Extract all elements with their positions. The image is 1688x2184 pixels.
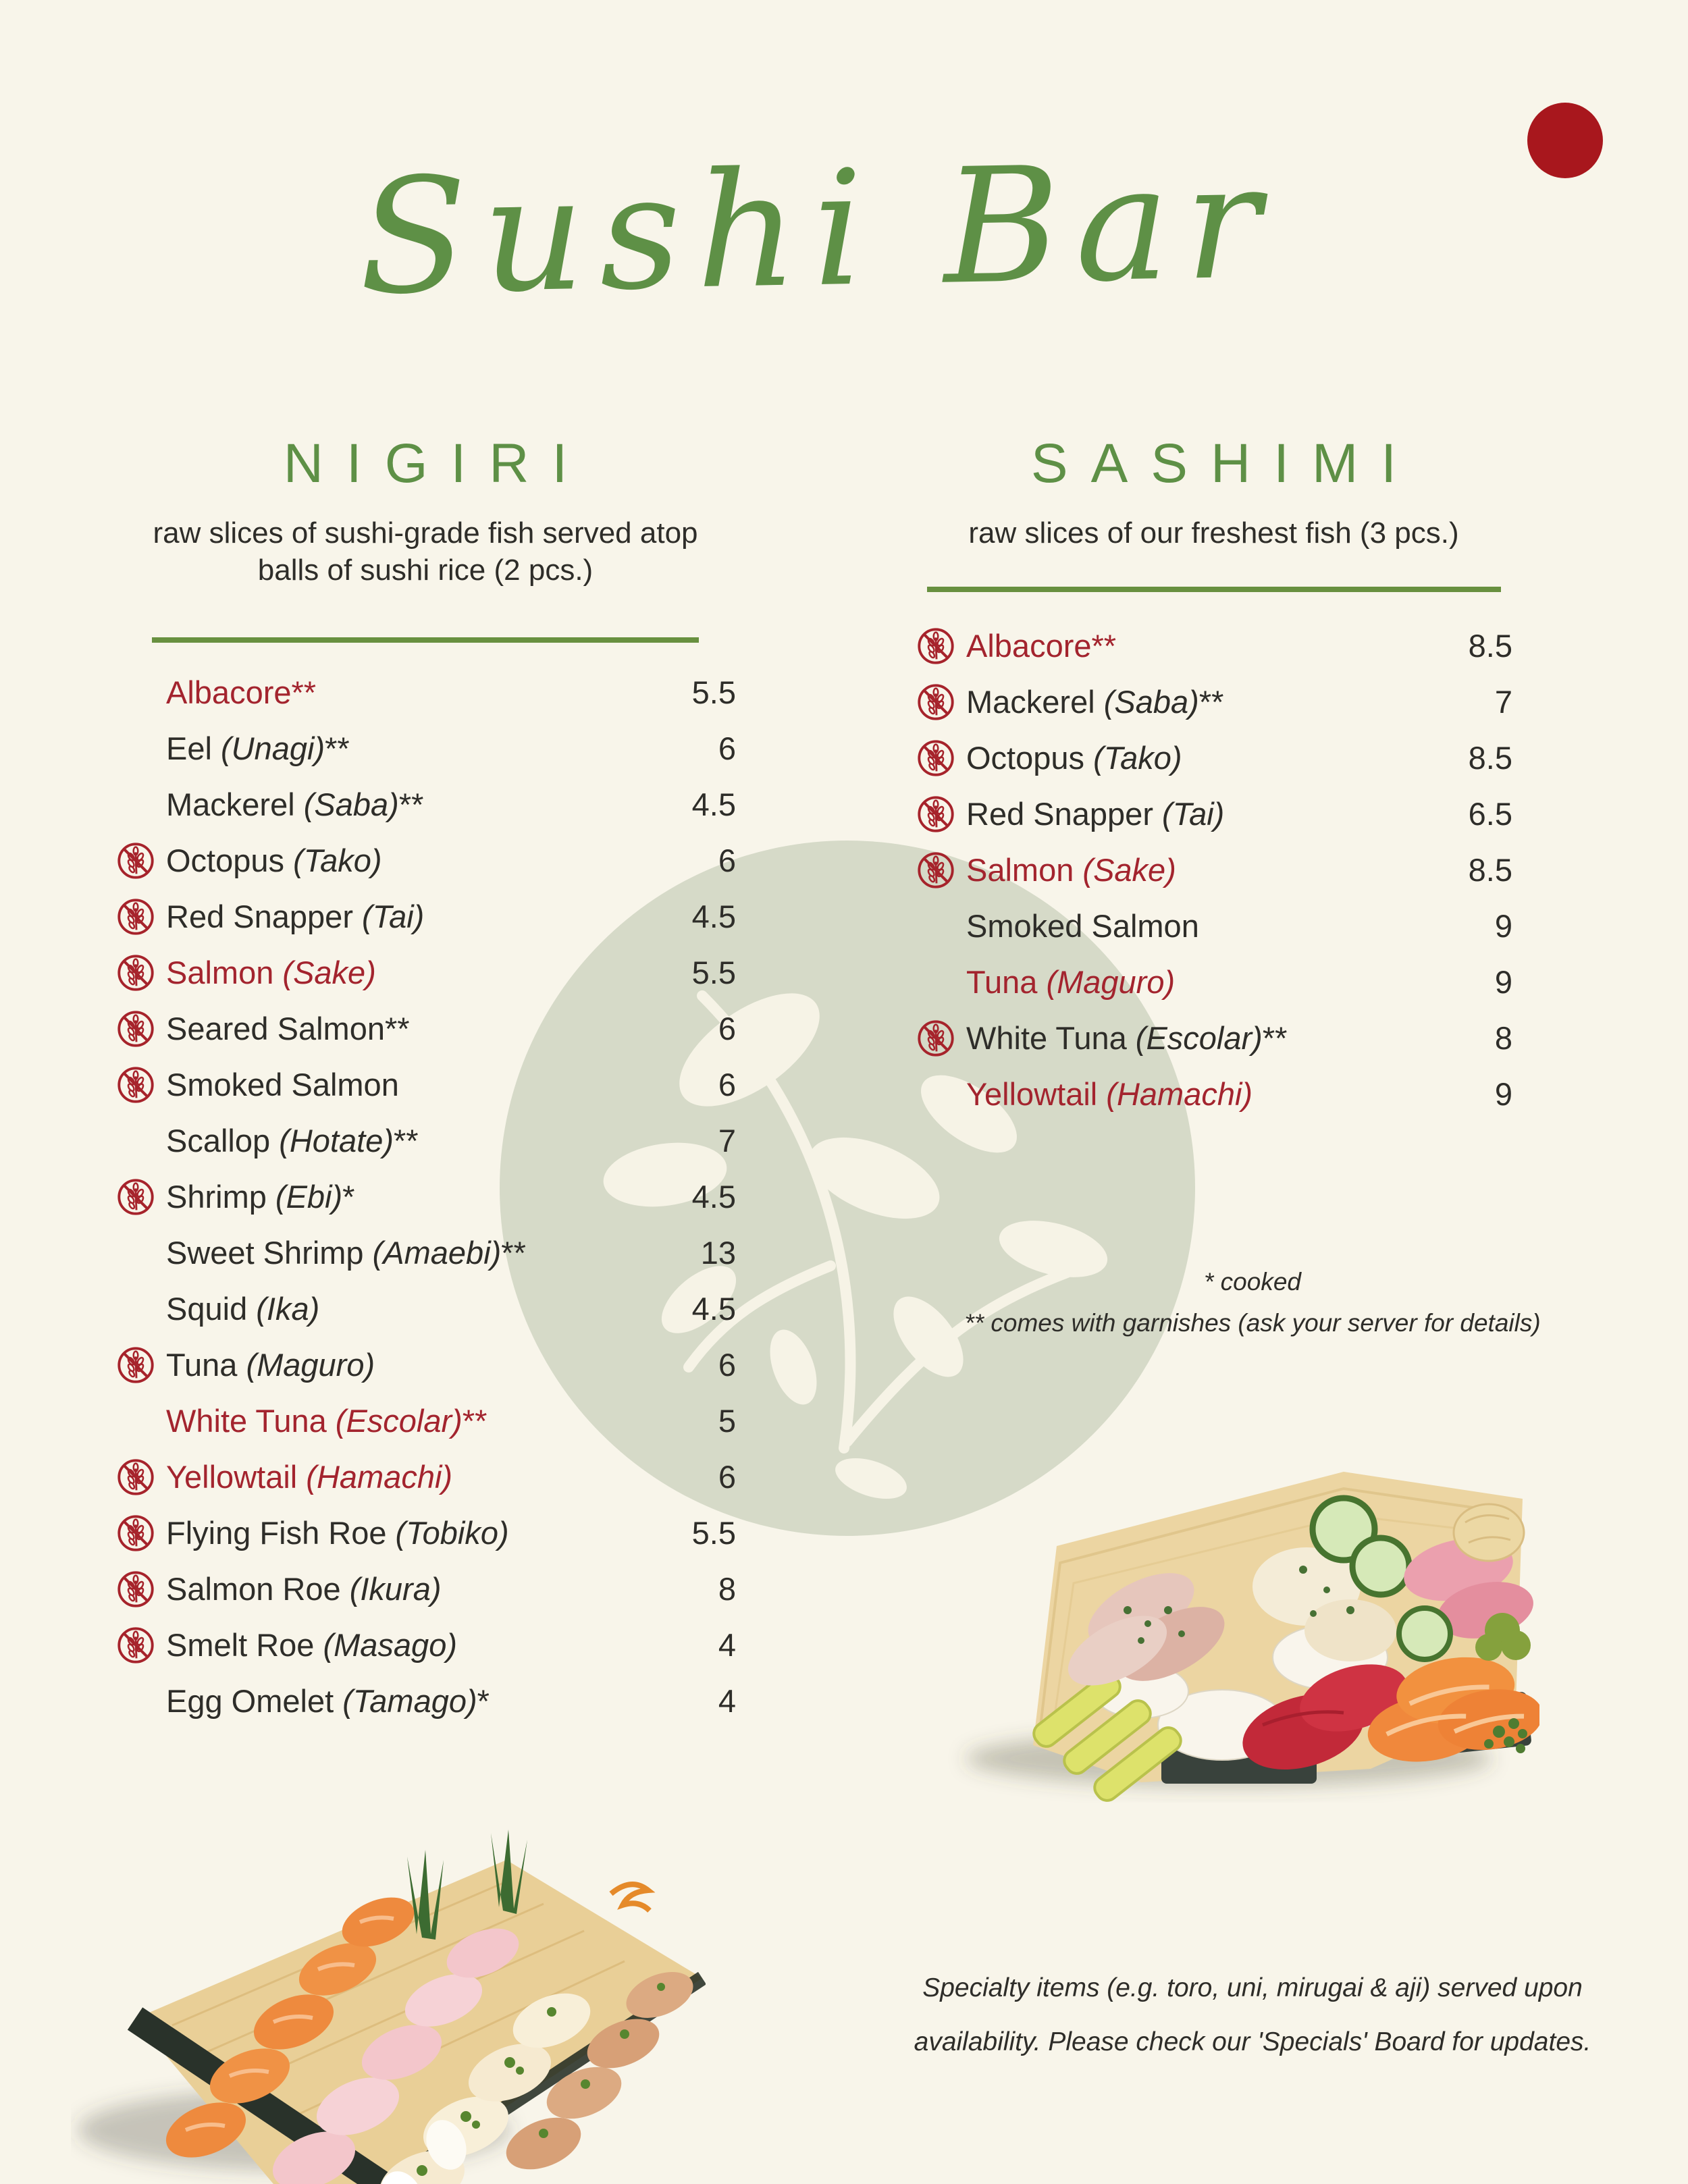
sashimi-section	[915, 432, 1512, 1122]
menu-item-row	[915, 954, 1512, 1010]
menu-item-row	[115, 944, 736, 1001]
item-label: Mackerel (Saba)**	[166, 787, 424, 822]
menu-item-row	[115, 1673, 736, 1729]
item-label: Tuna (Maguro)	[966, 964, 1176, 1000]
item-price: 4	[718, 1683, 736, 1719]
item-label: Sweet Shrimp (Amaebi)**	[166, 1235, 526, 1271]
menu-item-row	[115, 1505, 736, 1561]
item-price: 6	[718, 1459, 736, 1495]
item-price: 6.5	[1468, 796, 1512, 832]
item-label: Red Snapper (Tai)	[166, 899, 425, 934]
icon-spacer	[115, 1400, 157, 1442]
menu-item-row	[915, 730, 1512, 786]
menu-item-row	[115, 1169, 736, 1225]
item-label: Tuna (Maguro)	[166, 1347, 375, 1383]
item-label: Yellowtail (Hamachi)	[966, 1076, 1253, 1112]
item-price: 6	[718, 1011, 736, 1046]
item-label: Mackerel (Saba)**	[966, 684, 1224, 720]
item-label: Squid (Ika)	[166, 1291, 320, 1327]
item-label: Eel (Unagi)**	[166, 730, 350, 766]
item-price: 8.5	[1468, 852, 1512, 888]
item-price: 13	[700, 1235, 736, 1271]
nigiri-divider	[152, 637, 699, 643]
item-label: White Tuna (Escolar)**	[166, 1403, 487, 1439]
item-label: Octopus (Tako)	[966, 740, 1182, 776]
nigiri-description	[115, 514, 736, 589]
menu-item-row	[915, 786, 1512, 842]
icon-spacer	[115, 1232, 157, 1274]
nigiri-list	[115, 664, 736, 1729]
item-price: 8	[1494, 1020, 1512, 1056]
item-price: 4.5	[691, 787, 736, 822]
footnotes	[891, 1261, 1614, 1343]
menu-item-row	[115, 1001, 736, 1057]
item-label: Smoked Salmon	[166, 1067, 399, 1102]
item-price: 9	[1494, 964, 1512, 1000]
nigiri-heading: NIGIRI	[283, 433, 591, 494]
icon-spacer	[115, 728, 157, 770]
gluten-free-icon	[115, 1568, 157, 1610]
item-price: 6	[718, 1067, 736, 1102]
item-price: 9	[1494, 1076, 1512, 1112]
icon-spacer	[915, 1073, 957, 1115]
icon-spacer	[115, 1680, 157, 1722]
menu-item-row	[115, 1393, 736, 1449]
item-label: Albacore**	[166, 674, 317, 710]
item-price: 5	[718, 1403, 736, 1439]
nigiri-section	[115, 432, 736, 1729]
gluten-free-icon	[915, 625, 957, 667]
sashimi-divider	[927, 587, 1501, 592]
gluten-free-icon	[915, 849, 957, 891]
menu-item-row	[915, 842, 1512, 898]
menu-item-row	[115, 720, 736, 776]
icon-spacer	[115, 784, 157, 826]
icon-spacer	[115, 672, 157, 714]
item-price: 8	[718, 1571, 736, 1607]
nigiri-platter-photo	[71, 1792, 706, 2184]
menu-item-row	[115, 1337, 736, 1393]
item-price: 4	[718, 1627, 736, 1663]
icon-spacer	[115, 1288, 157, 1330]
item-price: 7	[1494, 684, 1512, 720]
menu-item-row	[115, 1225, 736, 1281]
item-price: 8.5	[1468, 740, 1512, 776]
gluten-free-icon	[115, 1456, 157, 1498]
sashimi-list	[915, 618, 1512, 1122]
sashimi-description-line: raw slices of our freshest fish (3 pcs.)	[968, 516, 1459, 550]
gluten-free-icon	[115, 896, 157, 938]
menu-item-row	[115, 1113, 736, 1169]
page-title: Sushi Bar	[357, 129, 1277, 330]
item-label: Salmon (Sake)	[166, 955, 376, 990]
item-label: Albacore**	[966, 628, 1117, 664]
gluten-free-icon	[115, 1176, 157, 1218]
item-price: 6	[718, 1347, 736, 1383]
menu-item-row	[115, 1561, 736, 1617]
gluten-free-icon	[115, 1064, 157, 1106]
menu-item-row	[115, 1057, 736, 1113]
nigiri-description-line: balls of sushi rice (2 pcs.)	[257, 554, 594, 587]
gluten-free-icon	[115, 952, 157, 994]
gluten-free-icon	[915, 1017, 957, 1059]
menu-item-row	[115, 888, 736, 944]
item-price: 9	[1494, 908, 1512, 944]
item-price: 5.5	[691, 1515, 736, 1551]
gluten-free-icon	[915, 681, 957, 723]
sashimi-platter-photo	[939, 1408, 1539, 1803]
gluten-free-icon	[115, 1344, 157, 1386]
gluten-free-icon	[115, 1624, 157, 1666]
item-label: Seared Salmon**	[166, 1011, 410, 1046]
item-price: 6	[718, 843, 736, 878]
nigiri-description-line: raw slices of sushi-grade fish served atop	[153, 516, 698, 550]
item-price: 4.5	[691, 899, 736, 934]
item-price: 4.5	[691, 1291, 736, 1327]
menu-item-row	[115, 776, 736, 832]
menu-item-row	[915, 1066, 1512, 1122]
gluten-free-icon	[115, 840, 157, 882]
item-label: Octopus (Tako)	[166, 843, 382, 878]
menu-item-row	[115, 664, 736, 720]
item-label: Egg Omelet (Tamago)*	[166, 1683, 490, 1719]
item-price: 7	[718, 1123, 736, 1158]
red-dot-decoration	[1527, 103, 1603, 178]
gluten-free-icon	[115, 1512, 157, 1554]
icon-spacer	[115, 1120, 157, 1162]
menu-item-row	[115, 1449, 736, 1505]
item-label: Smelt Roe (Masago)	[166, 1627, 457, 1663]
item-price: 4.5	[691, 1179, 736, 1215]
menu-item-row	[115, 832, 736, 888]
item-label: Yellowtail (Hamachi)	[166, 1459, 453, 1495]
gluten-free-icon	[915, 737, 957, 779]
footnote-cooked: * cooked	[1204, 1268, 1301, 1296]
menu-item-row	[915, 674, 1512, 730]
sashimi-heading: SASHIMI	[1030, 433, 1420, 494]
item-label: Smoked Salmon	[966, 908, 1199, 944]
specialty-note: Specialty items (e.g. toro, uni, mirugai & aji) served upon availability. Please check our 'Specials' Board for updates.	[914, 1973, 1591, 2056]
item-label: Scallop (Hotate)**	[166, 1123, 419, 1158]
menu-item-row	[115, 1617, 736, 1673]
item-price: 8.5	[1468, 628, 1512, 664]
item-label: Shrimp (Ebi)*	[166, 1179, 355, 1215]
item-price: 5.5	[691, 674, 736, 710]
item-label: Salmon (Sake)	[966, 852, 1176, 888]
menu-item-row	[915, 1010, 1512, 1066]
item-label: White Tuna (Escolar)**	[966, 1020, 1288, 1056]
menu-item-row	[915, 618, 1512, 674]
menu-item-row	[915, 898, 1512, 954]
icon-spacer	[915, 905, 957, 947]
menu-item-row	[115, 1281, 736, 1337]
gluten-free-icon	[915, 793, 957, 835]
item-price: 5.5	[691, 955, 736, 990]
item-label: Red Snapper (Tai)	[966, 796, 1225, 832]
gluten-free-icon	[115, 1008, 157, 1050]
footnote-garnishes: ** comes with garnishes (ask your server for details)	[964, 1309, 1541, 1337]
item-label: Flying Fish Roe (Tobiko)	[166, 1515, 509, 1551]
item-label: Salmon Roe (Ikura)	[166, 1571, 442, 1607]
sashimi-description	[915, 514, 1512, 552]
item-price: 6	[718, 730, 736, 766]
icon-spacer	[915, 961, 957, 1003]
